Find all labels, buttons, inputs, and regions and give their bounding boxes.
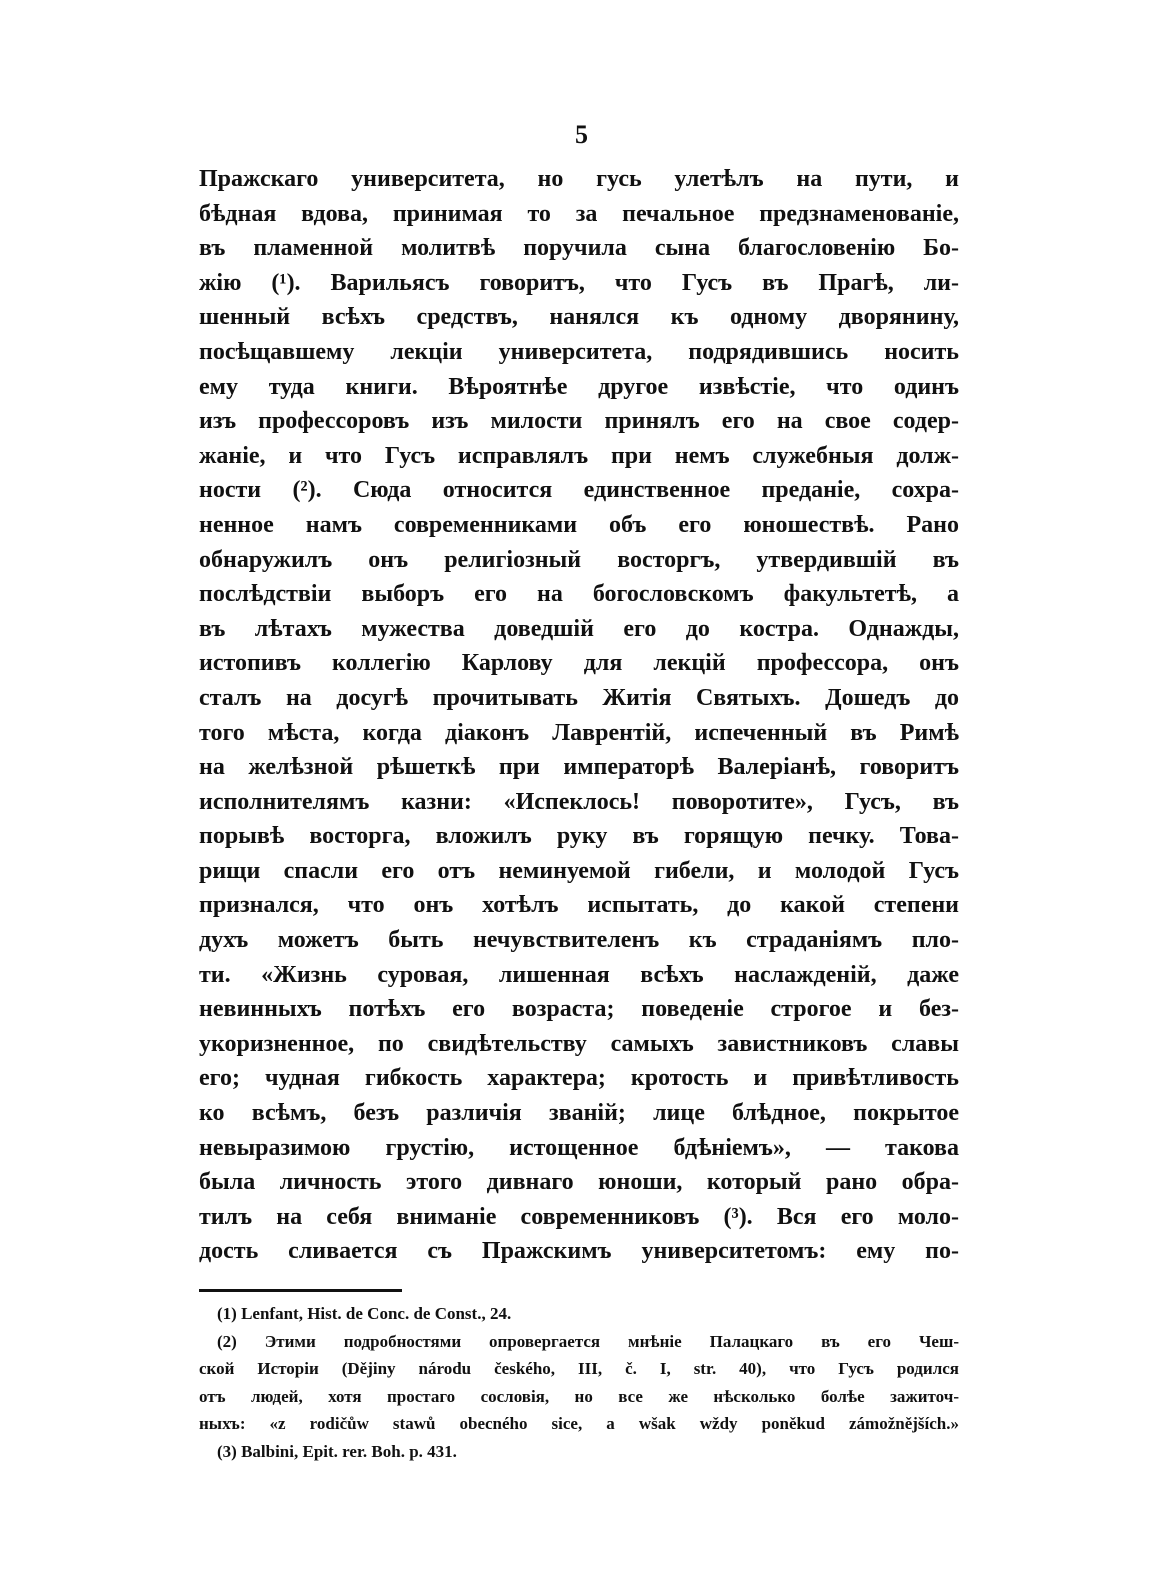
text-line: порывѣ восторга, вложилъ руку въ горящую печку. Това- [199, 823, 959, 850]
footnote-2-line: (2) Этими подробностями опровергается мнѣніе Палацкаго въ его Чеш- [217, 1331, 959, 1351]
footnote-divider [199, 1289, 402, 1292]
text-line: признался, что онъ хотѣлъ испытать, до какой степени [199, 892, 959, 919]
text-line: рищи спасли его отъ неминуемой гибели, и молодой Гусъ [199, 857, 959, 884]
main-text [199, 162, 959, 1269]
text-line: ти. «Жизнь суровая, лишенная всѣхъ наслажденій, даже [199, 961, 959, 988]
text-line: укоризненное, по свидѣтельству самыхъ завистниковъ славы [199, 1030, 959, 1057]
text-line: ко всѣмъ, безъ различія званій; лице блѣдное, покрытое [199, 1100, 959, 1127]
footnote-2-line: ныхъ: «z rodičůw stawů obecného sice, a wšak wždy poněkud zámožnějších.» [199, 1414, 959, 1433]
text-line: истопивъ коллегію Карлову для лекцій профессора, онъ [199, 650, 959, 677]
page-number: 5 [575, 120, 588, 149]
text-line: въ пламенной молитвѣ поручила сына благословенію Бо- [199, 235, 959, 262]
text-line: обнаружилъ онъ религіозный восторгъ, утвердившій въ [199, 546, 959, 573]
footnote-2-line: отъ людей, хотя простаго сословія, но все же нѣсколько болѣе зажиточ- [199, 1386, 959, 1406]
text-line: сталъ на досугѣ прочитывать Житія Святыхъ. Дошедъ до [199, 684, 959, 711]
text-line: посѣщавшему лекціи университета, подрядившись носить [199, 338, 959, 365]
footnote-2-line: ской Исторіи (Dějiny národu českého, III, č. I, str. 40), что Гусъ родился [199, 1359, 959, 1378]
text-line: дость сливается съ Пражскимъ университетомъ: ему по- [199, 1238, 959, 1265]
footnotes [199, 1300, 959, 1465]
text-line: невыразимою грустію, истощенное бдѣніемъ», — такова [199, 1134, 959, 1161]
text-line: того мѣста, когда діаконъ Лаврентій, испеченный въ Римѣ [199, 719, 959, 746]
footnote-1: (1) Lenfant, Hist. de Conc. de Const., 24. [217, 1304, 512, 1323]
text-line: духъ можетъ быть нечувствителенъ къ страданіямъ пло- [199, 927, 959, 954]
text-line: ненное намъ современниками объ его юношествѣ. Рано [199, 511, 959, 538]
text-line: невинныхъ потѣхъ его возраста; поведеніе строгое и без- [199, 996, 959, 1023]
text-line: ему туда книги. Вѣроятнѣе другое извѣстіе, что одинъ [199, 373, 959, 400]
text-line: тилъ на себя вниманіе современниковъ (³). Вся его моло- [199, 1203, 959, 1230]
text-line: бѣдная вдова, принимая то за печальное предзнаменованіе, [199, 200, 959, 227]
text-line: шенный всѣхъ средствъ, нанялся къ одному дворянину, [199, 304, 959, 331]
text-line: Пражскаго университета, но гусь улетѣлъ на пути, и [199, 166, 959, 192]
text-line: была личность этого дивнаго юноши, который рано обра- [199, 1169, 959, 1196]
text-line: ности (²). Сюда относится единственное преданіе, сохра- [199, 477, 959, 504]
text-line: изъ профессоровъ изъ милости принялъ его на свое содер- [199, 408, 959, 435]
footnote-3: (3) Balbini, Epit. rer. Boh. p. 431. [217, 1441, 457, 1461]
text-line: исполнителямъ казни: «Испеклось! поворотите», Гусъ, въ [199, 788, 959, 815]
text-line: его; чудная гибкость характера; кротость и привѣтливость [199, 1065, 959, 1092]
text-line: на желѣзной рѣшеткѣ при императорѣ Валеріанѣ, говоритъ [199, 754, 959, 781]
text-line: послѣдствіи выборъ его на богословскомъ факультетѣ, а [199, 581, 959, 608]
text-line: жаніе, и что Гусъ исправлялъ при немъ служебныя долж- [199, 442, 959, 469]
text-line: въ лѣтахъ мужества доведшій его до костра. Однажды, [199, 615, 959, 642]
text-line: жію (¹). Варильясъ говоритъ, что Гусъ въ Прагѣ, ли- [199, 269, 959, 296]
